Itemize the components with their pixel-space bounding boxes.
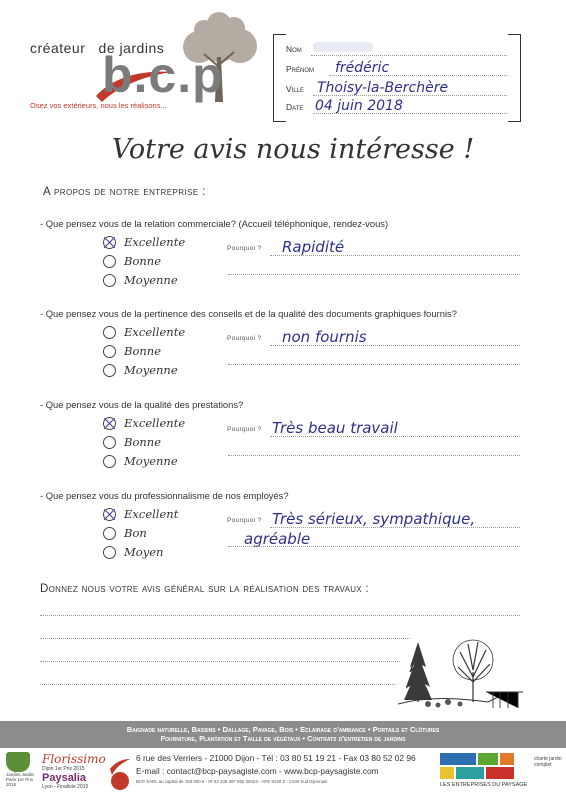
radio-checked-icon[interactable]: [103, 417, 116, 430]
radio-icon[interactable]: [103, 455, 116, 468]
radio-icon[interactable]: [103, 345, 116, 358]
nom-redacted: [313, 42, 373, 52]
garden-scene-icon: [398, 632, 528, 710]
question-text: - Que pensez vous de la relation commerciale? (Accueil téléphonique, rendez-vous): [40, 218, 389, 229]
page-title: Votre avis nous intéresse !: [111, 134, 475, 165]
federation-label: LES ENTREPRISES DU PAYSAGE: [440, 782, 528, 788]
answer-line-2: agréable: [244, 530, 311, 548]
option-moyenne[interactable]: Moyenne: [103, 273, 178, 287]
question-text: - Que pensez vous de la qualité des prestations?: [40, 399, 244, 410]
services-line-2: Fourniture, Plantation et Taille de végétaux • Contrats d'entretien de jardins: [160, 734, 406, 743]
option-bon[interactable]: Bon: [103, 526, 147, 540]
federation-logo: [440, 753, 532, 795]
section-heading: A propos de notre entreprise :: [43, 186, 206, 198]
tagline: Osez vos extérieurs, nous les réalisons...: [30, 101, 167, 110]
question-block-4: [0, 490, 566, 560]
services-line-1: Baignade naturelle, Bassins • Dallage, Pavage, Bois • Eclairage d'ambiance • Portails et Clôtures: [126, 725, 440, 734]
pourquoi-label: Pourquoi ?: [227, 517, 262, 524]
radio-icon[interactable]: [103, 326, 116, 339]
option-moyenne[interactable]: Moyenne: [103, 454, 178, 468]
question-text: - Que pensez vous de la pertinence des conseils et de la qualité des documents graphiques fournis?: [40, 308, 457, 319]
identity-box: [273, 34, 521, 120]
pourquoi-label: Pourquoi ?: [227, 426, 262, 433]
logo-block: [24, 12, 264, 117]
date-value: 04 juin 2018: [315, 98, 403, 114]
contact-block: [136, 753, 436, 784]
prenom-label: Prénom: [286, 64, 315, 74]
general-line-3[interactable]: [40, 661, 400, 662]
option-excellente[interactable]: Excellente: [103, 325, 185, 339]
nom-label: Nom: [286, 44, 302, 54]
question-block-1: [0, 218, 566, 288]
radio-checked-icon[interactable]: [103, 508, 116, 521]
option-bonne[interactable]: Bonne: [103, 435, 161, 449]
general-heading: Donnez nous votre avis général sur la réalisation des travaux :: [40, 583, 369, 595]
ville-value: Thoisy-la-Berchère: [317, 80, 449, 96]
option-bonne[interactable]: Bonne: [103, 254, 161, 268]
address-line: 6 rue des Verriers - 21000 Dijon - Tél : 03 80 51 19 21 - Fax 03 80 52 02 96: [136, 753, 416, 763]
radio-icon[interactable]: [103, 527, 116, 540]
radio-icon[interactable]: [103, 255, 116, 268]
brand-line: créateur de jardins: [30, 40, 165, 56]
date-label: Date: [286, 102, 304, 112]
bcp-small-logo-icon: [108, 755, 132, 793]
legal-line: BCP SARL au capital de 150 000 € - IR 53 439 397 662 00024 - APE 8130 Z - CCM Sud Dijonnais: [136, 779, 328, 784]
pourquoi-label: Pourquoi ?: [227, 335, 262, 342]
option-moyenne[interactable]: Moyenne: [103, 363, 178, 377]
option-moyen[interactable]: Moyen: [103, 545, 163, 559]
answer-line-1: Rapidité: [282, 238, 345, 256]
general-line-1[interactable]: [40, 615, 520, 616]
logo-letters: b.c.p: [102, 47, 224, 103]
services-band: [0, 721, 566, 748]
general-line-2[interactable]: [40, 638, 410, 639]
option-excellent[interactable]: Excellent: [103, 507, 178, 521]
answer-line-1: Très sérieux, sympathique,: [272, 510, 476, 528]
question-block-2: [0, 308, 566, 378]
radio-icon[interactable]: [103, 364, 116, 377]
general-line-4[interactable]: [40, 684, 395, 685]
option-bonne[interactable]: Bonne: [103, 344, 161, 358]
charter-label: charte jardin complet: [534, 756, 562, 768]
answer-line-1: Très beau travail: [272, 419, 398, 437]
ville-label: Ville: [286, 84, 305, 94]
answer-line-1: non fournis: [282, 328, 367, 346]
radio-icon[interactable]: [103, 274, 116, 287]
question-block-3: [0, 399, 566, 469]
contact-line[interactable]: E-mail : contact@bcp-paysagiste.com - www.bcp-paysagiste.com: [136, 766, 379, 776]
award-jardins: Jardins Jardin Paris 1er Prix 2015: [6, 752, 34, 796]
option-excellente[interactable]: Excellente: [103, 235, 185, 249]
pourquoi-label: Pourquoi ?: [227, 245, 262, 252]
radio-icon[interactable]: [103, 546, 116, 559]
prenom-value: frédéric: [335, 60, 390, 76]
question-text: - Que pensez vous du professionnalisme de nos employés?: [40, 490, 289, 501]
radio-checked-icon[interactable]: [103, 236, 116, 249]
award-florissimo: Florissimo Dijon 1er Prix 2015 Paysalia Lyon - Finaliste 2015: [42, 752, 106, 790]
radio-icon[interactable]: [103, 436, 116, 449]
option-excellente[interactable]: Excellente: [103, 416, 185, 430]
